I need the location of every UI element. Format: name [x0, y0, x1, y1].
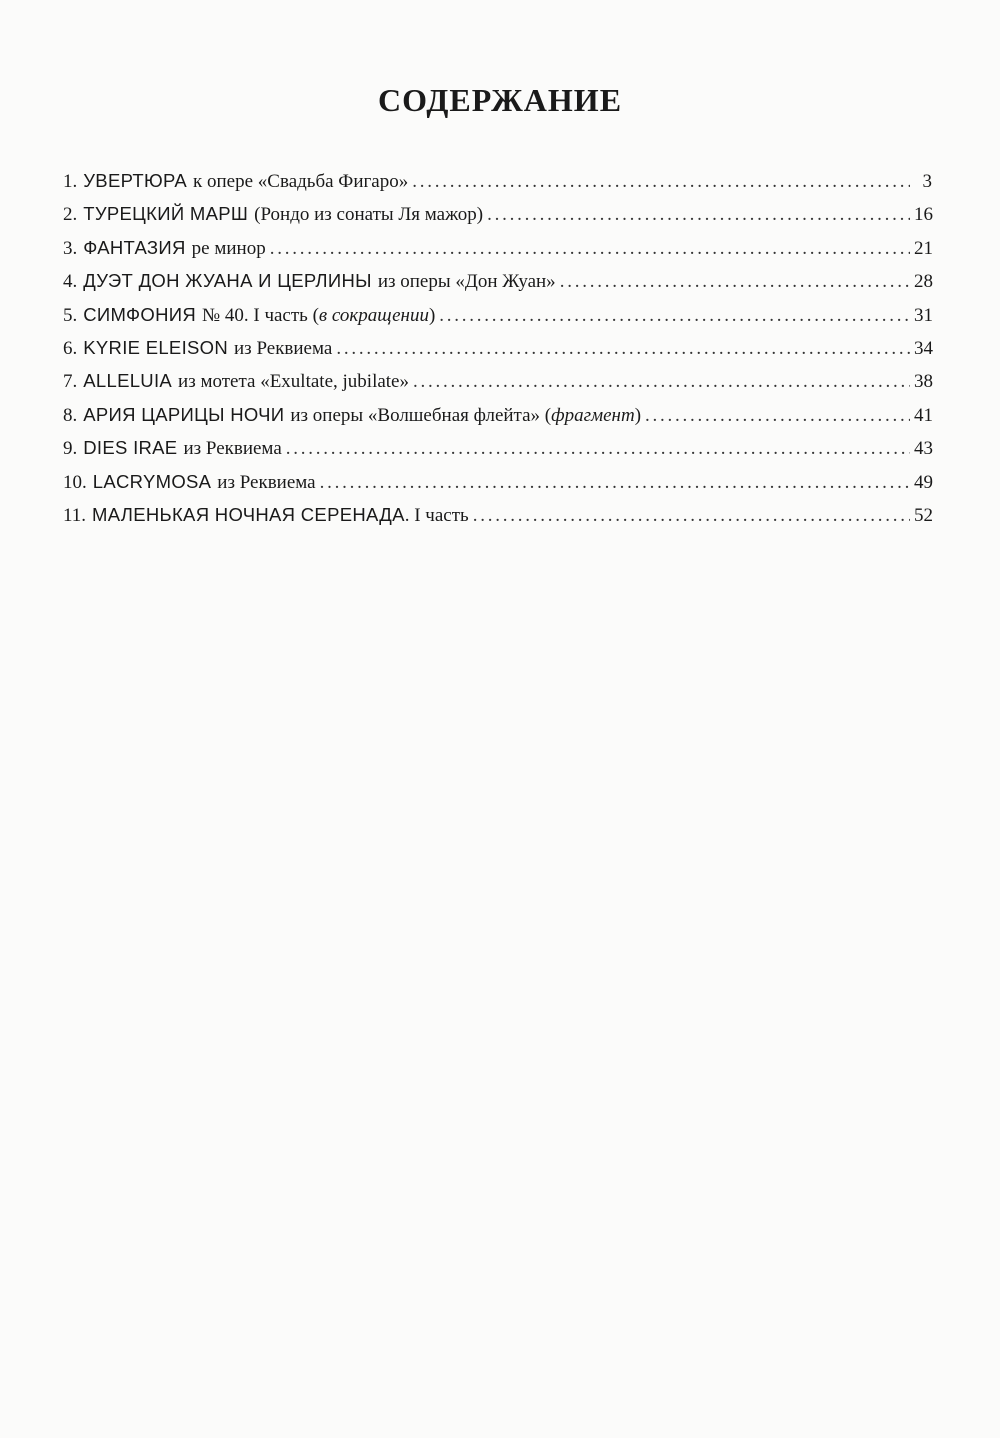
- entry-title: СИМФОНИЯ: [83, 303, 196, 325]
- entry-page-number: 49: [914, 471, 933, 493]
- entry-title: ДУЭТ ДОН ЖУАНА И ЦЕРЛИНЫ: [83, 270, 372, 292]
- dot-leader: [336, 338, 910, 360]
- table-of-contents: [63, 170, 932, 537]
- entry-number: 7.: [63, 371, 78, 393]
- entry-title: ТУРЕЦКИЙ МАРШ: [83, 203, 249, 225]
- entry-number: 10.: [63, 471, 87, 493]
- entry-title: LACRYMOSA: [92, 470, 212, 492]
- entry-subtitle-text: из Реквиема: [183, 438, 282, 460]
- entry-page-number: 38: [914, 371, 933, 393]
- entry-title: МАЛЕНЬКАЯ НОЧНАЯ СЕРЕНАДА: [92, 503, 405, 525]
- entry-number: 1.: [63, 171, 78, 192]
- entry-title: KYRIE ELEISON: [83, 336, 229, 358]
- toc-entry: [63, 170, 932, 203]
- entry-subtitle: [202, 305, 435, 327]
- entry-subtitle: [193, 171, 408, 193]
- toc-entry: [63, 237, 932, 270]
- entry-page-number: 21: [914, 237, 933, 259]
- entry-subtitle-text: ре минор: [191, 237, 266, 259]
- toc-entry: [63, 304, 932, 337]
- entry-subtitle-text: № 40. I часть (: [201, 304, 319, 326]
- entry-subtitle: [405, 505, 469, 527]
- entry-title: АРИЯ ЦАРИЦЫ НОЧИ: [83, 403, 285, 425]
- dot-leader: [487, 204, 910, 226]
- entry-page-number: 34: [914, 337, 933, 359]
- entry-subtitle: [217, 472, 315, 494]
- entry-page-number: 52: [914, 504, 933, 526]
- entry-subtitle: [378, 271, 556, 293]
- toc-entry: [63, 203, 932, 236]
- entry-subtitle-tail: ): [428, 304, 436, 326]
- entry-subtitle-italic: в сокращении: [318, 304, 429, 326]
- entry-subtitle-text: из Реквиема: [217, 471, 316, 493]
- entry-number: 3.: [63, 237, 78, 259]
- entry-subtitle: [254, 204, 483, 226]
- entry-number: 11.: [63, 504, 87, 526]
- toc-entry: [63, 504, 932, 537]
- dot-leader: [439, 305, 910, 327]
- entry-subtitle: [290, 405, 641, 427]
- entry-subtitle-text: (Рондо из сонаты Ля мажор): [254, 204, 484, 226]
- entry-page-number: 16: [914, 204, 933, 226]
- entry-subtitle-text: из оперы «Дон Жуан»: [377, 271, 556, 293]
- entry-subtitle-text: из мотета «Exultate, jubilate»: [178, 371, 409, 393]
- entry-subtitle-tail: ): [634, 404, 642, 426]
- page-title: СОДЕРЖАНИЕ: [377, 82, 623, 118]
- dot-leader: [412, 171, 910, 193]
- entry-subtitle-text: из оперы «Волшебная флейта» (: [290, 404, 552, 426]
- toc-entry: [63, 370, 932, 403]
- entry-number: 6.: [63, 337, 78, 359]
- entry-number: 8.: [63, 404, 78, 426]
- dot-leader: [473, 505, 910, 527]
- entry-page-number: 28: [914, 271, 933, 293]
- toc-entry: [63, 270, 932, 303]
- entry-number: 5.: [63, 304, 78, 326]
- entry-subtitle: [192, 238, 266, 260]
- entry-title: ФАНТАЗИЯ: [83, 236, 186, 258]
- dot-leader: [320, 472, 910, 494]
- dot-leader: [270, 238, 910, 260]
- toc-entry: [63, 437, 932, 470]
- entry-subtitle-italic: фрагмент: [551, 404, 635, 426]
- dot-leader: [413, 371, 910, 393]
- entry-page-number: 43: [914, 438, 933, 460]
- entry-subtitle: [183, 438, 281, 460]
- entry-subtitle-text: . I часть: [404, 504, 469, 526]
- entry-subtitle: [178, 371, 409, 393]
- entry-page-number: 31: [914, 304, 933, 326]
- entry-subtitle: [234, 338, 332, 360]
- entry-page-number: 41: [914, 404, 933, 426]
- entry-number: 9.: [63, 438, 78, 460]
- toc-entry: [63, 471, 932, 504]
- dot-leader: [645, 405, 910, 427]
- toc-entry: [63, 337, 932, 370]
- entry-number: 4.: [63, 271, 78, 293]
- toc-entry: [63, 404, 932, 437]
- entry-title: DIES IRAE: [83, 437, 178, 459]
- entry-title: УВЕРТЮРА: [83, 170, 188, 191]
- entry-subtitle-text: к опере «Свадьба Фигаро»: [193, 171, 409, 192]
- dot-leader: [286, 438, 910, 460]
- dot-leader: [560, 271, 910, 293]
- entry-page-number: 3: [922, 171, 932, 192]
- entry-number: 2.: [63, 204, 78, 226]
- entry-title: ALLELUIA: [83, 370, 173, 392]
- entry-subtitle-text: из Реквиема: [234, 337, 333, 359]
